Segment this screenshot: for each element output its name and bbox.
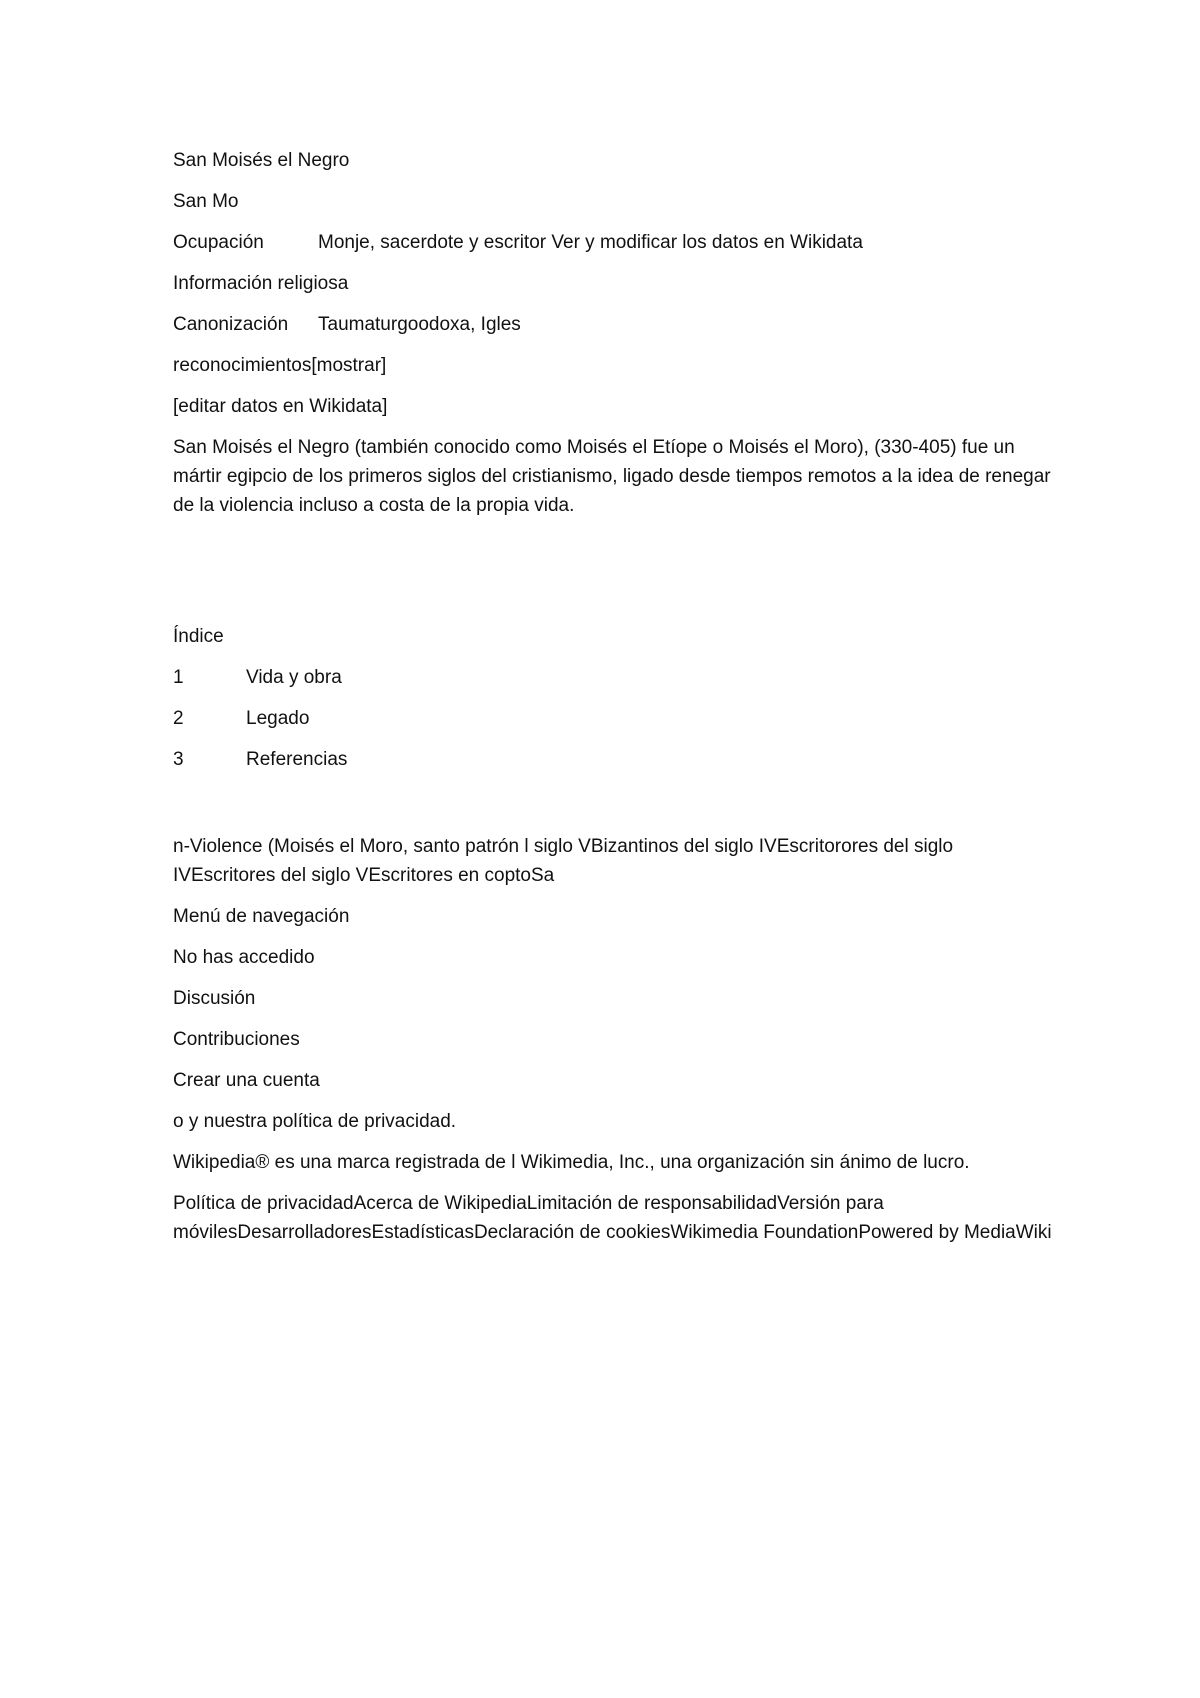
- intro-paragraph: San Moisés el Negro (también conocido como Moisés el Etíope o Moisés el Moro), (330-405) fue un mártir egipcio de los primeros siglos del cristianismo, ligado desde tiempos remotos a la idea de renegar de la violencia incluso a costa de la propia vida.: [173, 437, 1051, 516]
- edit-wikidata-link[interactable]: [editar datos en Wikidata]: [173, 396, 388, 417]
- religious-info-heading: Información religiosa: [173, 273, 349, 294]
- nav-item-not-logged-in[interactable]: No has accedido: [173, 947, 315, 968]
- occupation-value: Monje, sacerdote y escritor Ver y modificar los datos en Wikidata: [318, 232, 863, 253]
- article-subtitle: San Mo: [173, 191, 239, 212]
- toc-item-number: 3: [173, 749, 184, 770]
- toc-item-label: Legado: [246, 708, 310, 729]
- footer-links[interactable]: Política de privacidadAcerca de WikipediaLimitación de responsabilidadVersión para móvilesDesarrolladoresEstadísticasDeclaración de cookiesWikimedia FoundationPowered by MediaWiki: [173, 1193, 1052, 1243]
- toc-item-1[interactable]: [173, 663, 1053, 692]
- toc-item-3[interactable]: [173, 745, 1053, 774]
- nav-item-discussion[interactable]: Discusión: [173, 988, 256, 1009]
- navigation-heading: Menú de navegación: [173, 906, 350, 927]
- recognitions-toggle[interactable]: reconocimientos[mostrar]: [173, 355, 387, 376]
- article-title: San Moisés el Negro: [173, 150, 350, 171]
- toc-item-number: 1: [173, 667, 184, 688]
- toc-item-number: 2: [173, 708, 184, 729]
- toc-heading: Índice: [173, 626, 224, 647]
- privacy-line: o y nuestra política de privacidad.: [173, 1111, 457, 1132]
- categories-text: n-Violence (Moisés el Moro, santo patrón l siglo VBizantinos del siglo IVEscritorores del siglo IVEscritores del siglo VEscritores en coptoSa: [173, 836, 954, 886]
- canonization-label: Canonización: [173, 314, 289, 335]
- trademark-notice: Wikipedia® es una marca registrada de l Wikimedia, Inc., una organización sin ánimo de lucro.: [173, 1152, 970, 1173]
- toc-item-2[interactable]: [173, 704, 1053, 733]
- nav-item-create-account[interactable]: Crear una cuenta: [173, 1070, 320, 1091]
- canonization-value: Taumaturgoodoxa, Igles: [318, 314, 521, 335]
- toc-item-label: Referencias: [246, 749, 348, 770]
- toc-item-label: Vida y obra: [246, 667, 342, 688]
- occupation-label: Ocupación: [173, 232, 264, 253]
- nav-item-contributions[interactable]: Contribuciones: [173, 1029, 300, 1050]
- occupation-row: [173, 228, 1053, 257]
- document-page: [173, 146, 1053, 1247]
- canonization-row: [173, 310, 1053, 339]
